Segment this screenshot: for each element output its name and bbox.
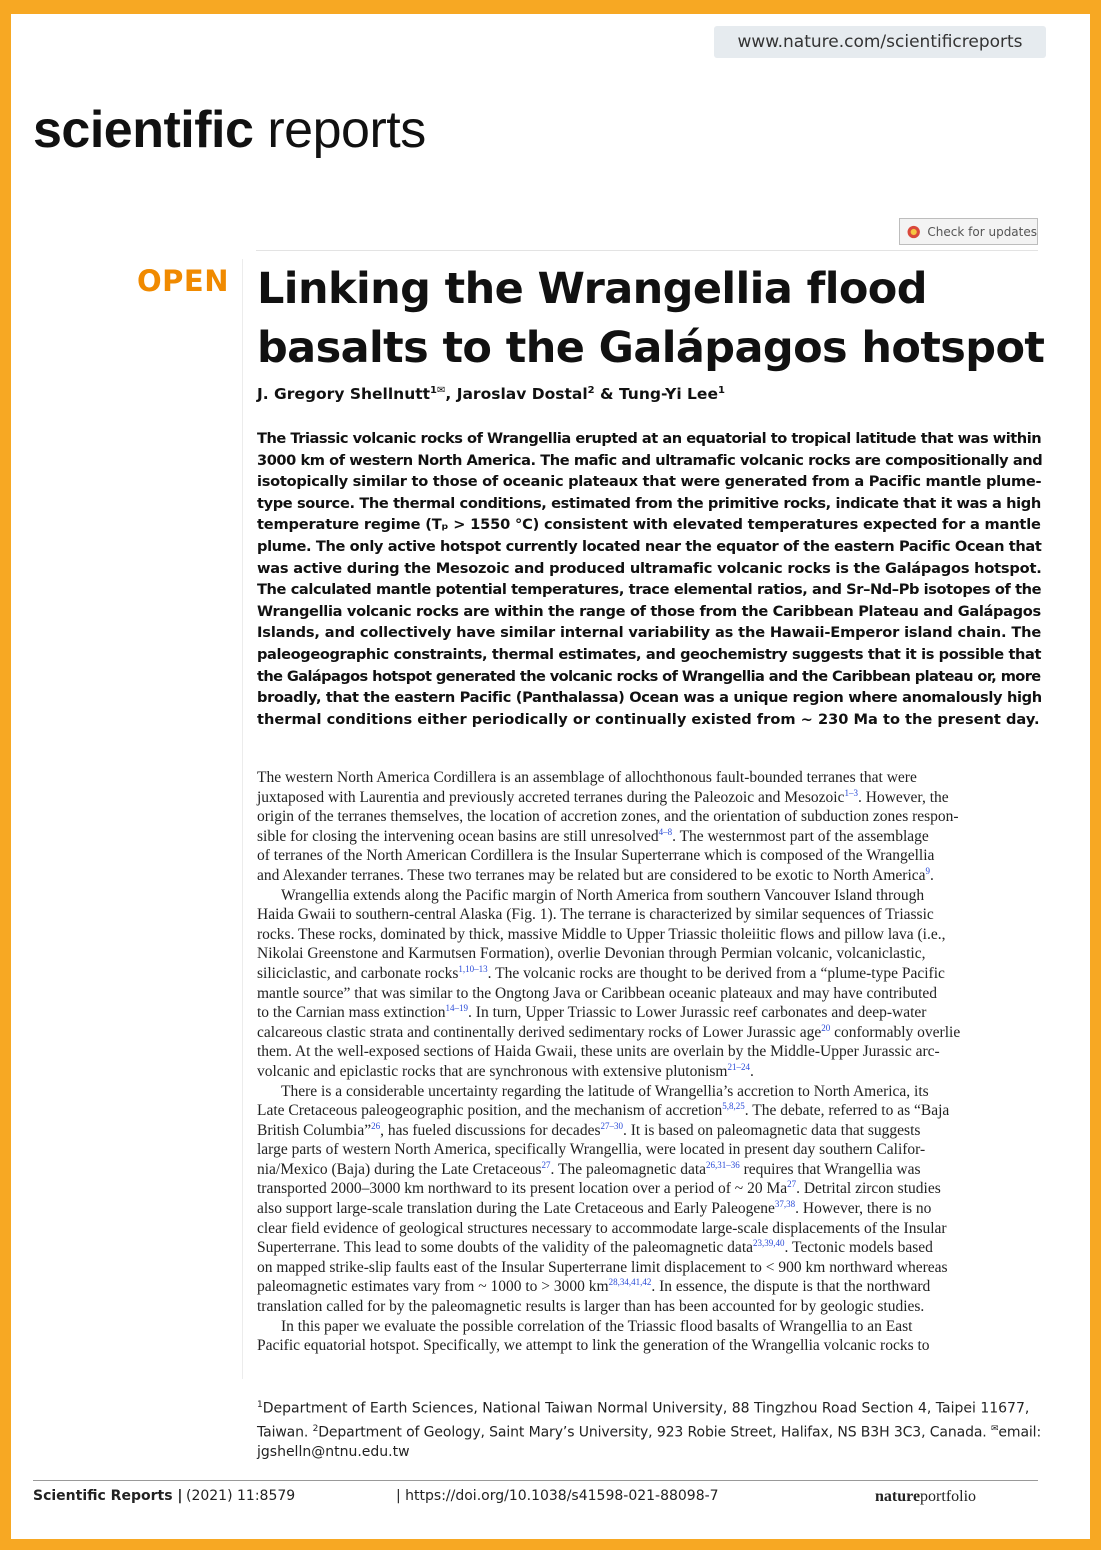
body-line	[257, 1238, 1041, 1258]
publisher-light: portfolio	[920, 1488, 977, 1505]
body-text-run: them. At the well-exposed sections of Haida Gwaii, these units are overlain by the Middle-Upper Jurassic arc-	[257, 1043, 940, 1061]
body-text-run: on mapped strike-slip faults east of the Insular Superterrane limit displacement to < 900 km northward whereas	[257, 1258, 948, 1276]
citation-link[interactable]: 28,34,41,42	[608, 1277, 652, 1288]
body-text-run: . The westernmost part of the assemblage	[672, 827, 929, 845]
body-text-run: sible for closing the intervening ocean basins are still unresolved	[257, 827, 659, 845]
body-line	[257, 1101, 1041, 1121]
abstract-line: broadly, that the eastern Pacific (Panthalassa) Ocean was a unique region where anomalously high	[257, 689, 1042, 707]
body-text-run: and Alexander terranes. These two terranes may be related but are considered to be exotic to North America	[257, 866, 926, 884]
body-line	[257, 807, 1041, 827]
check-updates-icon	[906, 223, 921, 241]
author-separator: ,	[445, 385, 457, 404]
abstract-line: the Galápagos hotspot generated the volcanic rocks of Wrangellia and the Caribbean plateau or, more	[257, 667, 1041, 685]
affil-line	[257, 1442, 1041, 1462]
body-text-run: volcanic and epiclastic rocks that are synchronous with extensive plutonism	[257, 1062, 728, 1080]
abstract-line: 3000 km of western North America. The mafic and ultramafic volcanic rocks are compositionally and	[257, 451, 1043, 469]
body-text-run: Haida Gwaii to southern-central Alaska (Fig. 1). The terrane is characterized by similar sequences of Triassic	[257, 906, 934, 924]
author-list	[257, 385, 725, 403]
body-line	[257, 1219, 1041, 1239]
body-text-run: clear field evidence of geological structures necessary to accommodate large-scale displacements of the Insular	[257, 1219, 947, 1237]
affil-text: Department of Geology, Saint Mary’s University, 923 Robie Street, Halifax, NS B3H 3C3, Canada.	[318, 1424, 991, 1441]
body-text-run: . The paleomagnetic data	[550, 1160, 707, 1178]
body-text-run: juxtaposed with Laurentia and previously accreted terranes during the Paleozoic and Mesozoic	[257, 788, 845, 806]
author-name[interactable]: Jaroslav Dostal	[456, 385, 588, 404]
body-line	[257, 827, 1041, 847]
body-line	[257, 866, 1041, 886]
abstract-line: thermal conditions either periodically or continually existed from ~ 230 Ma to the present day.	[257, 710, 1040, 728]
abstract-line: The calculated mantle potential temperatures, trace elemental ratios, and Sr–Nd–Pb isotopes of the	[257, 581, 1042, 599]
body-line	[257, 944, 1041, 964]
open-access-badge: OPEN	[137, 264, 229, 298]
body-text-run: Pacific equatorial hotspot. Specifically, we attempt to link the generation of the Wrangellia volcanic rocks to	[257, 1337, 930, 1355]
body-line	[257, 905, 1041, 925]
citation-link[interactable]: 5,8,25	[722, 1100, 745, 1111]
body-text-run: . Detrital zircon studies	[796, 1180, 941, 1198]
body-line	[257, 788, 1041, 808]
citation-link[interactable]: 21–24	[727, 1061, 750, 1072]
abstract-line: was active during the Mesozoic and produced ultramafic volcanic rocks is the Galápagos hotspot.	[257, 559, 1042, 577]
body-line	[257, 886, 1041, 906]
citation-link[interactable]: 26	[371, 1120, 381, 1131]
body-text	[257, 768, 1041, 1356]
abstract-line: Islands, and collectively have similar internal variability as the Hawaii-Emperor island chain. The	[257, 624, 1042, 642]
body-text-run: . However, there is no	[795, 1200, 932, 1218]
author-affil-sup: 1	[717, 385, 725, 396]
title-line: Linking the Wrangellia flood	[257, 264, 927, 314]
logo-light: reports	[253, 101, 426, 159]
body-text-run: requires that Wrangellia was	[739, 1160, 921, 1178]
body-text-run: . It is based on paleomagnetic data that suggests	[622, 1121, 921, 1139]
citation-link[interactable]: 4–8	[658, 826, 673, 837]
body-line	[257, 768, 1041, 788]
email-icon: ✉	[990, 1423, 999, 1434]
citation-link[interactable]: 1,10–13	[458, 963, 488, 974]
citation-link[interactable]: 20	[821, 1022, 831, 1033]
affil-line	[257, 1395, 1041, 1419]
body-text-run: Nikolai Greenstone and Karmutsen Formation), overlie Devonian through Permian volcanic, volcaniclastic,	[257, 945, 926, 963]
body-line	[257, 1140, 1041, 1160]
body-line	[257, 1179, 1041, 1199]
author-affil-sup: 1	[430, 385, 438, 396]
body-line	[257, 1023, 1041, 1043]
publisher-bold: nature	[875, 1488, 921, 1505]
abstract-line: The Triassic volcanic rocks of Wrangellia erupted at an equatorial to tropical latitude that was within	[257, 430, 1042, 447]
abstract-line: isotopically similar to those of oceanic plateaux that were generated from a Pacific mantle plume-	[257, 473, 1042, 491]
citation-link[interactable]: 27	[787, 1179, 797, 1190]
body-line	[257, 1160, 1041, 1180]
corresponding-email-link[interactable]: jgshelln@ntnu.edu.tw	[257, 1444, 410, 1461]
logo-bold: scientific	[33, 101, 254, 159]
email-icon[interactable]: ✉	[437, 385, 446, 396]
citation-link[interactable]: 1–3	[844, 787, 858, 798]
body-text-run: . In turn, Upper Triassic to Lower Jurassic reef carbonates and deep-water	[468, 1004, 927, 1022]
abstract-line: plume. The only active hotspot currently located near the equator of the eastern Pacific Ocean that	[257, 537, 1042, 555]
footer-divider	[33, 1480, 1038, 1481]
body-text-run: also support large-scale translation during the Late Cretaceous and Early Paleogene	[257, 1200, 775, 1218]
citation-link[interactable]: 27–30	[600, 1120, 623, 1131]
abstract-line: paleogeographic constraints, thermal estimates, and geochemistry suggests that it is possible that	[257, 645, 1042, 663]
check-for-updates-button[interactable]	[899, 218, 1038, 245]
body-text-run: transported 2000–3000 km northward to its present location over a period of ~ 20 Ma	[257, 1180, 788, 1198]
affil-line	[257, 1419, 1041, 1443]
body-text-run: mantle source” that was similar to the Ongtong Java or Caribbean oceanic plateaux and may have contributed	[257, 984, 938, 1002]
article-page	[11, 14, 1090, 1539]
body-text-run: There is a considerable uncertainty regarding the latitude of Wrangellia’s accretion to North America, its	[281, 1082, 929, 1100]
body-text-run: conformably overlie	[830, 1023, 961, 1041]
citation-link[interactable]: 14–19	[445, 1002, 469, 1013]
body-line	[257, 1042, 1041, 1062]
body-text-run: Wrangellia extends along the Pacific margin of North America from southern Vancouver Island through	[281, 886, 925, 904]
abstract	[257, 428, 1041, 730]
body-text-run: nia/Mexico (Baja) during the Late Cretaceous	[257, 1160, 542, 1178]
body-line	[257, 925, 1041, 945]
body-text-run: British Columbia”	[257, 1121, 372, 1139]
body-line	[257, 1062, 1041, 1082]
journal-logo	[33, 100, 426, 160]
journal-url-tab[interactable]: www.nature.com/scientificreports	[714, 26, 1046, 58]
body-line	[257, 1297, 1041, 1317]
body-text-run: . However, the	[858, 788, 949, 806]
abstract-line: temperature regime (Tₚ > 1550 °C) consistent with elevated temperatures expected for a mantle	[257, 516, 1041, 534]
body-text-run: large parts of western North America, specifically Wrangellia, were located in present day southern Califor-	[257, 1141, 926, 1159]
title-line: basalts to the Galápagos hotspot	[257, 323, 1045, 373]
citation-link[interactable]: 27	[541, 1159, 551, 1170]
body-line	[257, 964, 1041, 984]
column-divider	[242, 259, 243, 1379]
affil-sup: 1	[257, 1400, 263, 1410]
body-text-run: rocks. These rocks, dominated by thick, massive Middle to Upper Triassic tholeiitic flows and pillow lava (i.e.,	[257, 925, 946, 943]
body-text-run: . The debate, referred to as “Baja	[744, 1102, 950, 1120]
footer-journal: Scientific Reports |	[33, 1488, 183, 1504]
header-divider	[256, 250, 1038, 251]
body-line	[257, 1258, 1041, 1278]
affil-text: Department of Earth Sciences, National Taiwan Normal University, 88 Tingzhou Road Section 4, Taipei 11677,	[262, 1400, 1030, 1417]
body-text-run: Late Cretaceous paleogeographic position, and the mechanism of accretion	[257, 1102, 723, 1120]
body-line	[257, 1317, 1041, 1337]
publisher-logo	[875, 1488, 976, 1506]
body-text-run: to the Carnian mass extinction	[257, 1004, 446, 1022]
author-separator: &	[594, 385, 619, 404]
abstract-line: Wrangellia volcanic rocks are within the range of those from the Caribbean Plateau and Galápagos	[257, 602, 1041, 620]
body-text-run: origin of the terranes themselves, the location of accretion zones, and the orientation of subduction zones respon-	[257, 808, 959, 826]
body-text-run: translation called for by the paleomagnetic results is larger than has been accounted for by geologic studies.	[257, 1298, 925, 1316]
author-affil-sup: 2	[587, 385, 595, 396]
citation-link[interactable]: 9	[925, 865, 931, 876]
body-text-run: . The volcanic rocks are thought to be derived from a “plume-type Pacific	[487, 964, 945, 982]
affil-text: email:	[998, 1424, 1042, 1441]
citation-link[interactable]: 23,39,40	[753, 1238, 785, 1249]
body-line	[257, 1199, 1041, 1219]
body-line	[257, 1003, 1041, 1023]
affil-text: Taiwan.	[257, 1424, 313, 1441]
body-text-run: , has fueled discussions for decades	[380, 1121, 601, 1139]
body-text-run: . In essence, the dispute is that the northward	[651, 1278, 931, 1296]
article-title	[257, 260, 1047, 378]
body-line	[257, 1121, 1041, 1141]
body-text-run: of terranes of the North American Cordillera is the Insular Superterrane which is composed of the Wrangellia	[257, 847, 935, 865]
body-text-run: . Tectonic models based	[784, 1239, 933, 1257]
body-text-run: The western North America Cordillera is an assemblage of allochthonous fault-bounded terranes that were	[257, 769, 917, 786]
body-line	[257, 846, 1041, 866]
footer-citation: (2021) 11:8579	[186, 1488, 296, 1504]
body-line	[257, 1082, 1041, 1102]
body-line	[257, 1336, 1041, 1356]
body-text-run: .	[930, 866, 934, 884]
body-text-run: .	[749, 1062, 754, 1080]
body-line	[257, 1277, 1041, 1297]
body-text-run: siliciclastic, and carbonate rocks	[257, 964, 459, 982]
body-line	[257, 984, 1041, 1004]
citation-link[interactable]: 37,38	[774, 1198, 796, 1209]
author-name[interactable]: J. Gregory Shellnutt	[257, 385, 431, 404]
body-text-run: In this paper we evaluate the possible correlation of the Triassic flood basalts of Wrangellia to an East	[281, 1317, 913, 1335]
author-name[interactable]: Tung-Yi Lee	[618, 385, 718, 404]
affil-sup: 2	[312, 1423, 319, 1434]
body-text-run: Superterrane. This lead to some doubts of the validity of the paleomagnetic data	[257, 1239, 753, 1257]
body-text-run: paleomagnetic estimates vary from ~ 1000 to > 3000 km	[257, 1278, 609, 1296]
check-for-updates-label: Check for updates	[927, 224, 1037, 239]
footer-doi-link[interactable]: | https://doi.org/10.1038/s41598-021-88098-7	[396, 1488, 719, 1504]
citation-link[interactable]: 26,31–36	[706, 1159, 740, 1170]
abstract-line: type source. The thermal conditions, estimated from the primitive rocks, indicate that it was a high	[257, 494, 1041, 512]
affiliations	[257, 1395, 1041, 1462]
body-text-run: calcareous clastic strata and continentally derived sedimentary rocks of Lower Jurassic age	[257, 1023, 822, 1041]
